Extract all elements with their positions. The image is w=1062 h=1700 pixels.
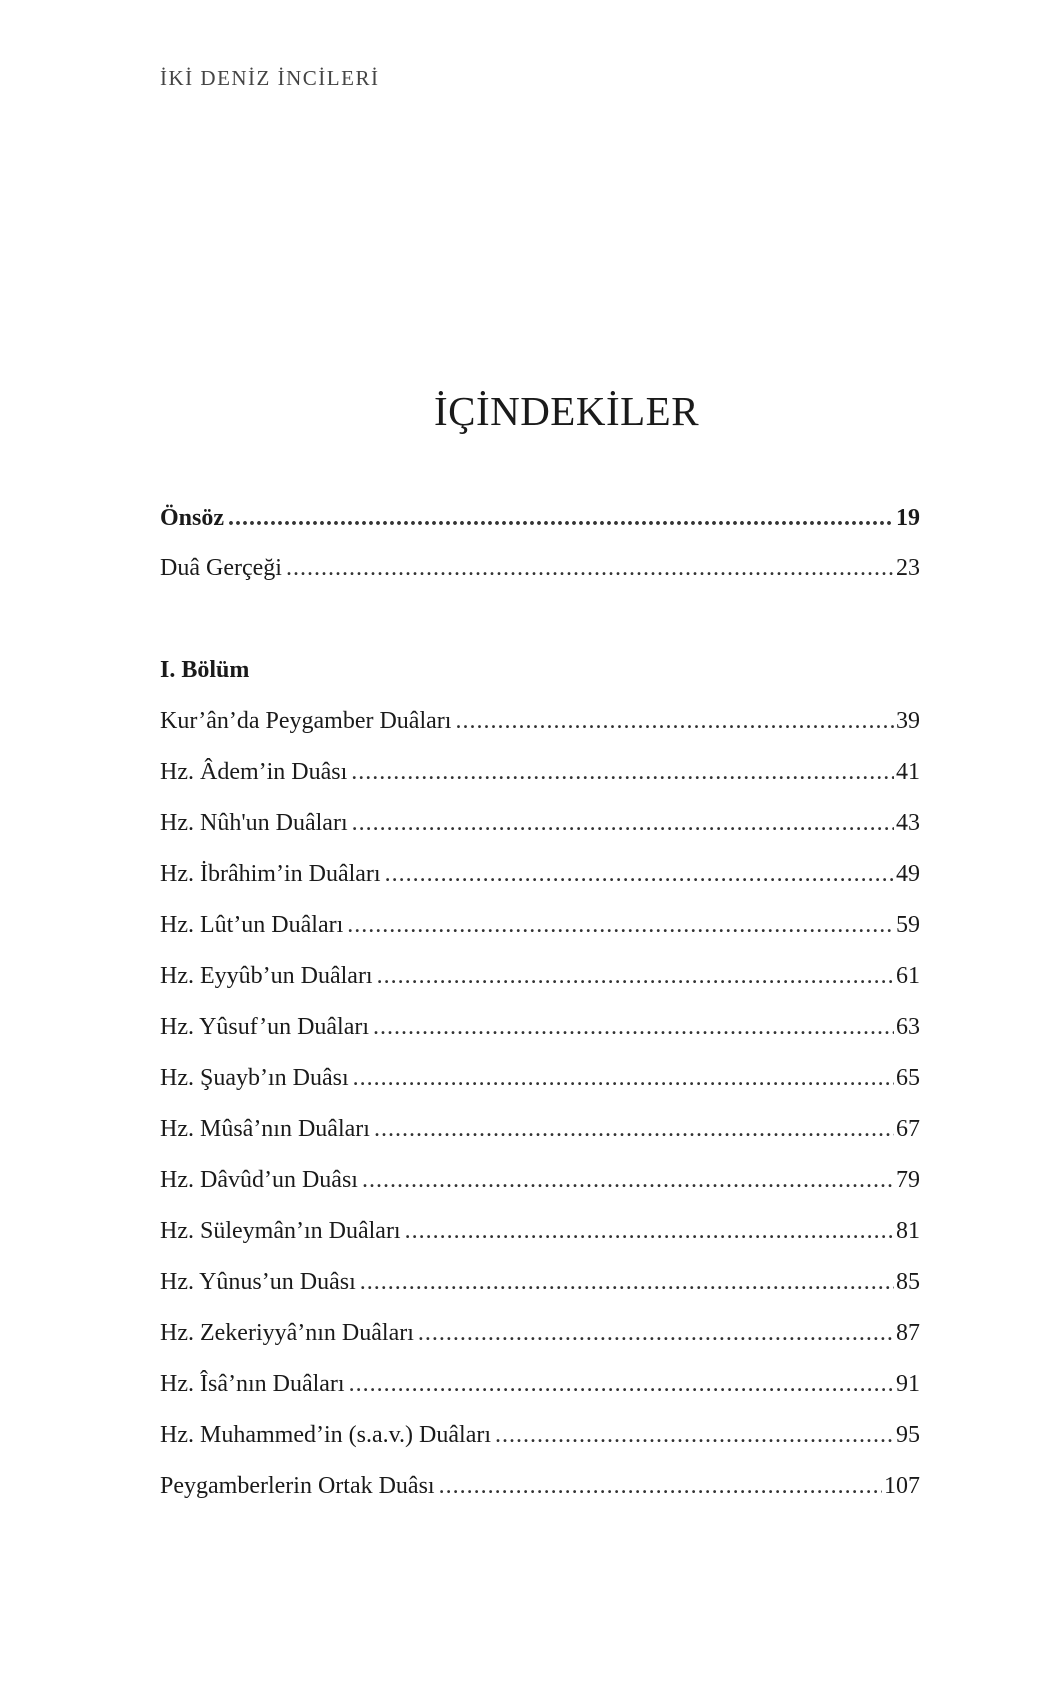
- toc-entry[interactable]: [160, 909, 920, 941]
- toc-entry-page: 43: [896, 810, 920, 836]
- toc-entry-label: Kur’ân’da Peygamber Duâları: [160, 708, 452, 734]
- toc-entry-label: Hz. İbrâhim’in Duâları: [160, 861, 381, 887]
- toc-entry[interactable]: [160, 1164, 920, 1196]
- page-title: İÇİNDEKİLER: [433, 388, 700, 435]
- toc-entry-label: Hz. Süleymân’ın Duâları: [160, 1218, 401, 1244]
- toc-entry-label: Hz. Yûnus’un Duâsı: [160, 1269, 356, 1295]
- toc-entry-label: Hz. Muhammed’in (s.a.v.) Duâları: [160, 1422, 492, 1448]
- toc-entry-page: 49: [896, 861, 920, 887]
- toc-entry-page: 59: [896, 912, 920, 938]
- dot-leader: [374, 1113, 894, 1145]
- toc-entry-dua-gercegi[interactable]: [160, 552, 920, 584]
- toc-entry-page: 79: [896, 1167, 920, 1193]
- dot-leader: [347, 909, 894, 941]
- toc-entry-onsoz[interactable]: [160, 502, 920, 534]
- toc-entry[interactable]: [160, 1062, 920, 1094]
- toc-entry[interactable]: [160, 858, 920, 890]
- toc-entry-label: Hz. Şuayb’ın Duâsı: [160, 1065, 349, 1091]
- dot-leader: [385, 858, 894, 890]
- dot-leader: [286, 552, 894, 584]
- dot-leader: [353, 1062, 894, 1094]
- toc-entry[interactable]: [160, 1011, 920, 1043]
- toc-entry-label: Hz. Nûh'un Duâları: [160, 810, 348, 836]
- toc-entry-label: Hz. Zekeriyyâ’nın Duâları: [160, 1320, 414, 1346]
- toc-entry-label: Peygamberlerin Ortak Duâsı: [160, 1473, 435, 1499]
- toc-entry[interactable]: [160, 1266, 920, 1298]
- toc-entry-page: 41: [896, 759, 920, 785]
- toc-entry-label: Hz. Mûsâ’nın Duâları: [160, 1116, 370, 1142]
- toc-entry[interactable]: [160, 807, 920, 839]
- toc-entry[interactable]: [160, 1317, 920, 1349]
- dot-leader: [495, 1419, 894, 1451]
- toc-entry-page: 23: [896, 555, 920, 581]
- dot-leader: [349, 1368, 894, 1400]
- toc-entry[interactable]: [160, 1368, 920, 1400]
- dot-leader: [439, 1470, 882, 1502]
- dot-leader: [228, 502, 894, 534]
- toc-entry-page: 87: [896, 1320, 920, 1346]
- toc-entry-label: Hz. Âdem’in Duâsı: [160, 759, 348, 785]
- dot-leader: [352, 807, 894, 839]
- toc-entry-page: 19: [896, 505, 920, 531]
- toc-entry-page: 39: [896, 708, 920, 734]
- toc-entry[interactable]: [160, 756, 920, 788]
- toc-entry-page: 95: [896, 1422, 920, 1448]
- toc-entry-label: Önsöz: [160, 505, 225, 531]
- dot-leader: [351, 756, 894, 788]
- section-heading: I. Bölüm: [160, 657, 250, 683]
- toc-entry[interactable]: [160, 705, 920, 737]
- toc-entry-label: Hz. Yûsuf’un Duâları: [160, 1014, 370, 1040]
- toc-entry[interactable]: [160, 960, 920, 992]
- toc-entry-label: Hz. Dâvûd’un Duâsı: [160, 1167, 358, 1193]
- toc-entry[interactable]: [160, 1470, 920, 1502]
- dot-leader: [373, 1011, 894, 1043]
- dot-leader: [455, 705, 894, 737]
- toc-entry[interactable]: [160, 1215, 920, 1247]
- toc-entry-page: 67: [896, 1116, 920, 1142]
- toc-entry-label: Hz. Eyyûb’un Duâları: [160, 963, 373, 989]
- dot-leader: [377, 960, 894, 992]
- toc-entry-label: Hz. Îsâ’nın Duâları: [160, 1371, 345, 1397]
- toc-entry-label: Duâ Gerçeği: [160, 555, 282, 581]
- toc-entry-page: 65: [896, 1065, 920, 1091]
- dot-leader: [362, 1164, 894, 1196]
- toc-entry-page: 85: [896, 1269, 920, 1295]
- toc-entry-page: 91: [896, 1371, 920, 1397]
- dot-leader: [360, 1266, 894, 1298]
- toc-entry[interactable]: [160, 1113, 920, 1145]
- toc-entry-label: Hz. Lût’un Duâları: [160, 912, 344, 938]
- toc-entry-page: 63: [896, 1014, 920, 1040]
- dot-leader: [405, 1215, 894, 1247]
- dot-leader: [418, 1317, 894, 1349]
- toc-entry-page: 61: [896, 963, 920, 989]
- toc-entry[interactable]: [160, 1419, 920, 1451]
- toc-entry-page: 107: [884, 1473, 920, 1499]
- running-header: İKİ DENİZ İNCİLERİ: [160, 66, 380, 90]
- toc-entry-page: 81: [896, 1218, 920, 1244]
